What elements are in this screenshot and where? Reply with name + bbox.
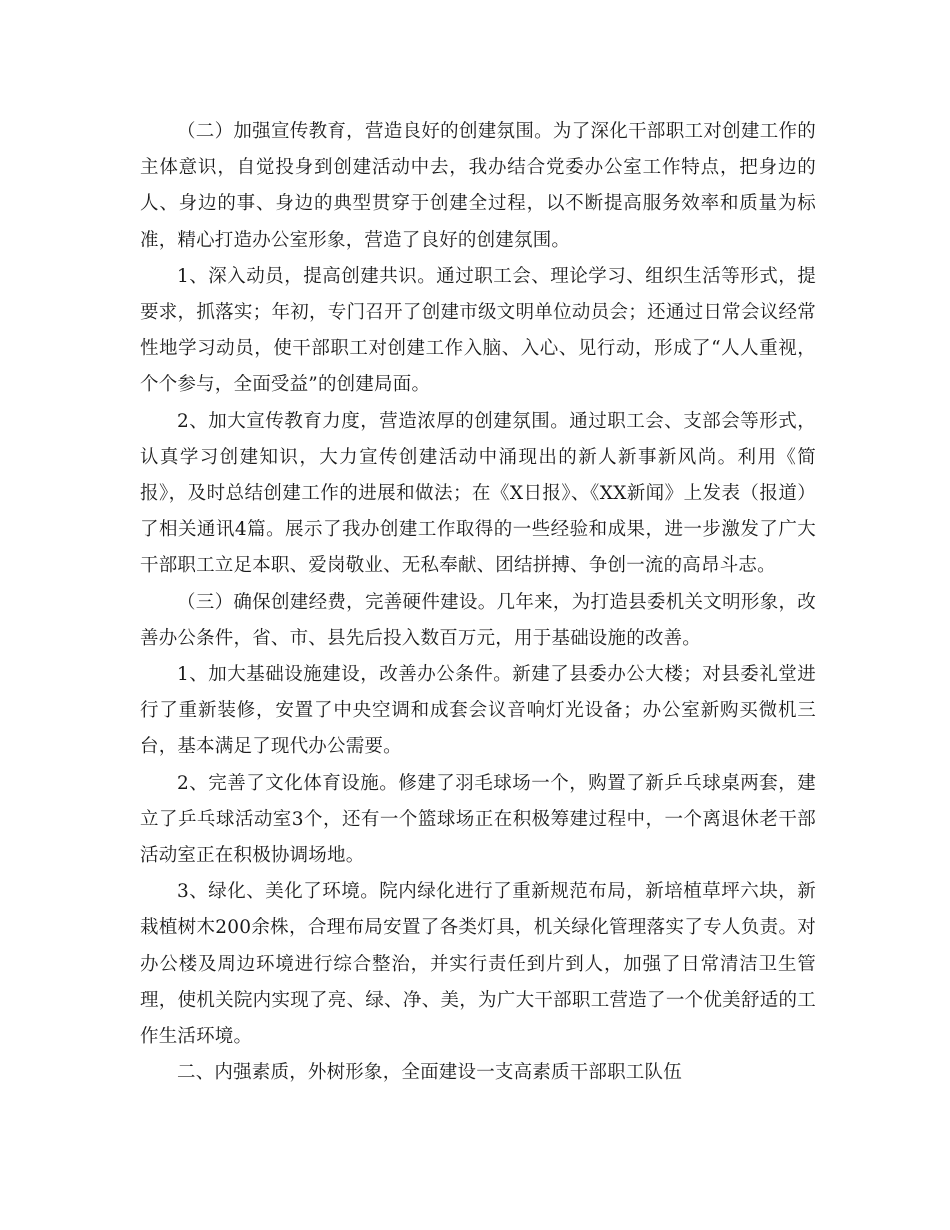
item-2-sports-facilities-paragraph: 2、完善了文化体育设施。修建了羽毛球场一个，购置了新乒乓球桌两套，建立了乒乓球活动室3个，还有一个篮球场正在积极筹建过程中，一个离退休老干部活动室正在积极协调场地。 (140, 772, 816, 867)
item-2-publicity-paragraph: 2、加大宣传教育力度，营造浓厚的创建氛围。通过职工会、支部会等形式，认真学习创建知识，大力宣传创建活动中涌现出的新人新事新风尚。利用《简报》，及时总结创建工作的进展和做法；在《X日报》、《XX新闻》上发表（报道）了相关通讯4篇。展示了我办创建工作取得的一些经验和成果，进一步激发了广大干部职工立足本职、爱岗敬业、无私奉献、团结拼搏、争创一流的高昂斗志。 (140, 410, 816, 577)
item-1-mobilization-paragraph: 1、深入动员，提高创建共识。通过职工会、理论学习、组织生活等形式，提要求，抓落实；年初，专门召开了创建市级文明单位动员会；还通过日常会议经常性地学习动员，使干部职工对创建工作入脑、入心、见行动，形成了“人人重视，个个参与，全面受益”的创建局面。 (140, 265, 816, 396)
document-body (140, 114, 816, 1091)
section-heading-quality-team: 二、内强素质，外树形象，全面建设一支高素质干部职工队伍 (177, 1062, 682, 1084)
item-3-environment-paragraph: 3、绿化、美化了环境。院内绿化进行了重新规范布局，新培植草坪六块，新栽植树木200余株，合理布局安置了各类灯具，机关绿化管理落实了专人负责。对办公楼及周边环境进行综合整治，并实行责任到片到人，加强了日常清洁卫生管理，使机关院内实现了亮、绿、净、美，为广大干部职工营造了一个优美舒适的工作生活环境。 (140, 881, 816, 1048)
section-3-funding-paragraph: （三）确保创建经费，完善硬件建设。几年来，为打造县委机关文明形象，改善办公条件，省、市、县先后投入数百万元，用于基础设施的改善。 (140, 591, 816, 649)
item-1-infrastructure-paragraph: 1、加大基础设施建设，改善办公条件。新建了县委办公大楼；对县委礼堂进行了重新装修，安置了中央空调和成套会议音响灯光设备；办公室新购买微机三台，基本满足了现代办公需要。 (140, 664, 816, 758)
section-2-publicity-paragraph: （二）加强宣传教育，营造良好的创建氛围。为了深化干部职工对创建工作的主体意识，自觉投身到创建活动中去，我办结合党委办公室工作特点，把身边的人、身边的事、身边的典型贯穿于创建全过程，以不断提高服务效率和质量为标准，精心打造办公室形象，营造了良好的创建氛围。 (140, 121, 816, 251)
